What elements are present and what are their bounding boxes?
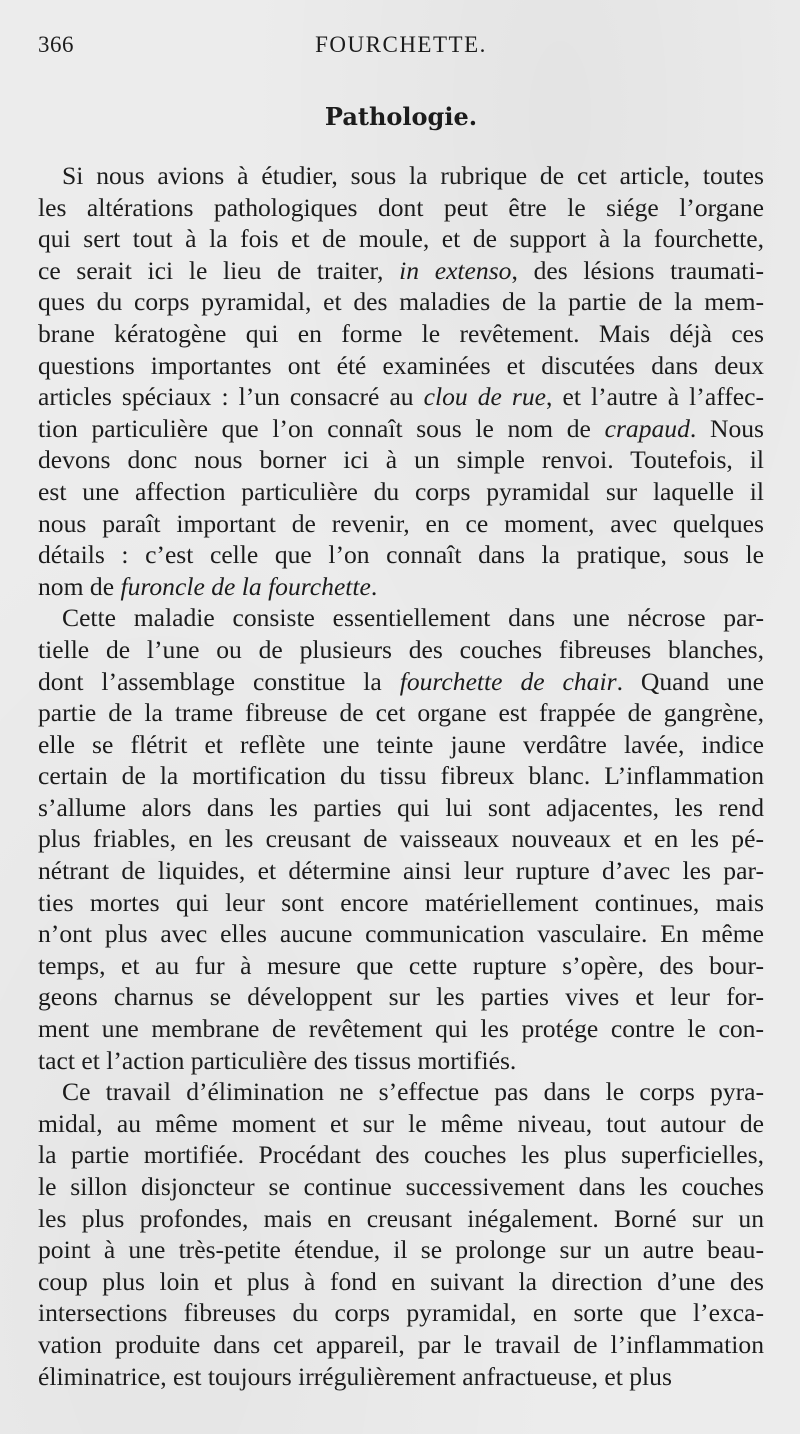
text-span: articles spéciaux : l’un consacré au (38, 382, 424, 412)
text-span: la partie mortifiée. Procédant des couches les plus superficielles, (38, 1140, 764, 1170)
text-span: Ce travail d’élimination ne s’effectue pas dans le corps pyra- (62, 1077, 764, 1107)
text-span: . Nous (689, 413, 765, 443)
text-line (38, 1139, 764, 1171)
page-number: 366 (38, 32, 74, 57)
text-span: le sillon disjoncteur se continue successivement dans les couches (38, 1172, 764, 1201)
text-span: s’allume alors dans les parties qui lui sont adjacentes, les rend (38, 792, 764, 822)
text-line (38, 1297, 764, 1329)
text-span: , et l’autre à l’affec- (546, 382, 764, 412)
text-span: questions importantes ont été examinées et discutées dans deux (38, 350, 764, 380)
text-line (38, 855, 764, 887)
text-span: nous paraît important de revenir, en ce moment, avec quelques (38, 508, 764, 538)
text-span: tact et l’action particulière des tissus mortifiés. (38, 1045, 517, 1075)
text-span: temps, et au fur à mesure que cette rupture s’opère, des bour- (38, 950, 764, 980)
text-line (38, 1203, 764, 1235)
text-span: plus friables, en les creusant de vaisseaux nouveaux et en les pé- (38, 824, 764, 854)
text-span: . (370, 571, 378, 601)
text-span: vation produite dans cet appareil, par le travail de l’inflammation (38, 1329, 764, 1359)
italic-text: in extenso (399, 255, 512, 285)
italic-text: crapaud (604, 413, 690, 443)
text-line (38, 823, 764, 855)
text-span: , des lésions traumati- (511, 255, 764, 285)
text-span: nétrant de liquides, et détermine ainsi leur rupture d’avec les par- (38, 856, 764, 886)
text-line (38, 729, 764, 761)
text-span: brane kératogène qui en forme le revêtement. Mais déjà ces (38, 318, 764, 348)
text-line (38, 1329, 764, 1361)
text-line (38, 318, 764, 350)
text-line (38, 1076, 764, 1108)
text-line (38, 413, 764, 445)
text-line (38, 444, 764, 476)
text-line (38, 1266, 764, 1298)
text-line (38, 634, 764, 666)
text-span: devons donc nous borner ici à un simple renvoi. Toutefois, il (38, 445, 764, 475)
text-span: tielle de l’une ou de plusieurs des couches fibreuses blanches, (38, 634, 764, 664)
text-line (38, 571, 764, 603)
text-line (38, 160, 764, 192)
text-span: elle se flétrit et reflète une teinte jaune verdâtre lavée, indice (38, 729, 764, 759)
text-line (38, 223, 764, 255)
italic-text: fourchette de chair (399, 666, 617, 696)
text-line (38, 697, 764, 729)
text-line (38, 1108, 764, 1140)
text-line (38, 981, 764, 1013)
text-line (38, 1234, 764, 1266)
text-span: tion particulière que l’on connaît sous le nom de (38, 413, 605, 443)
text-span: point à une très-petite étendue, il se prolonge sur un autre beau- (38, 1235, 764, 1265)
text-span: ties mortes qui leur sont encore matériellement continues, mais (38, 887, 764, 917)
text-span: les altérations pathologiques dont peut être le siége l’organe (38, 192, 764, 222)
paragraph (38, 1076, 764, 1392)
text-span: détails : c’est celle que l’on connaît dans la pratique, sous le (38, 540, 764, 570)
text-line (38, 286, 764, 318)
italic-text: clou de rue (423, 382, 547, 412)
text-line (38, 255, 764, 287)
italic-text: furoncle de la fourchette (120, 571, 371, 601)
running-head: FOURCHETTE. (315, 32, 487, 57)
text-span: coup plus loin et plus à fond en suivant la direction d’une des (38, 1266, 764, 1296)
text-line (38, 1045, 764, 1077)
text-line (38, 666, 764, 698)
text-span: ment une membrane de revêtement qui les protége contre le con- (38, 1014, 764, 1044)
text-span: partie de la trame fibreuse de cet organe est frappée de gangrène, (38, 698, 764, 728)
paragraph (38, 602, 764, 1076)
text-line (38, 381, 764, 413)
text-line (38, 539, 764, 571)
text-line (38, 602, 764, 634)
paragraph (38, 160, 764, 602)
text-span: midal, au même moment et sur le même niveau, tout autour de (38, 1108, 764, 1138)
text-line (38, 792, 764, 824)
text-span: dont l’assemblage constitue la (38, 666, 400, 696)
text-span: Si nous avions à étudier, sous la rubrique de cet article, toutes (62, 161, 764, 190)
text-line (38, 508, 764, 540)
text-line (38, 476, 764, 508)
page-header (38, 30, 764, 64)
text-line (38, 1171, 764, 1203)
text-span: Cette maladie consiste essentiellement dans une nécrose par- (62, 603, 764, 633)
text-span: intersections fibreuses du corps pyramidal, en sorte que l’exca- (38, 1298, 764, 1328)
text-span: geons charnus se développent sur les parties vives et leur for- (38, 982, 764, 1012)
text-line (38, 192, 764, 224)
text-span: certain de la mortification du tissu fibreux blanc. L’inflammation (38, 761, 764, 791)
text-span: . Quand une (616, 666, 765, 696)
text-line (38, 950, 764, 982)
text-span: nom de (38, 571, 121, 601)
text-span: n’ont plus avec elles aucune communication vasculaire. En même (38, 919, 764, 949)
text-line (38, 760, 764, 792)
body-text (38, 160, 764, 1392)
text-span: ques du corps pyramidal, et des maladies de la partie de la mem- (38, 287, 764, 317)
text-line (38, 1013, 764, 1045)
text-span: éliminatrice, est toujours irrégulièrement anfractueuse, et plus (38, 1361, 672, 1391)
text-span: ce serait ici le lieu de traiter, (38, 255, 400, 285)
text-line (38, 887, 764, 919)
text-span: est une affection particulière du corps pyramidal sur laquelle il (38, 476, 764, 506)
text-line (38, 918, 764, 950)
text-span: les plus profondes, mais en creusant inégalement. Borné sur un (38, 1203, 764, 1233)
text-line (38, 350, 764, 382)
text-line (38, 1361, 764, 1393)
text-span: qui sert tout à la fois et de moule, et de support à la fourchette, (38, 224, 764, 254)
section-title: Pathologie. (324, 102, 478, 131)
